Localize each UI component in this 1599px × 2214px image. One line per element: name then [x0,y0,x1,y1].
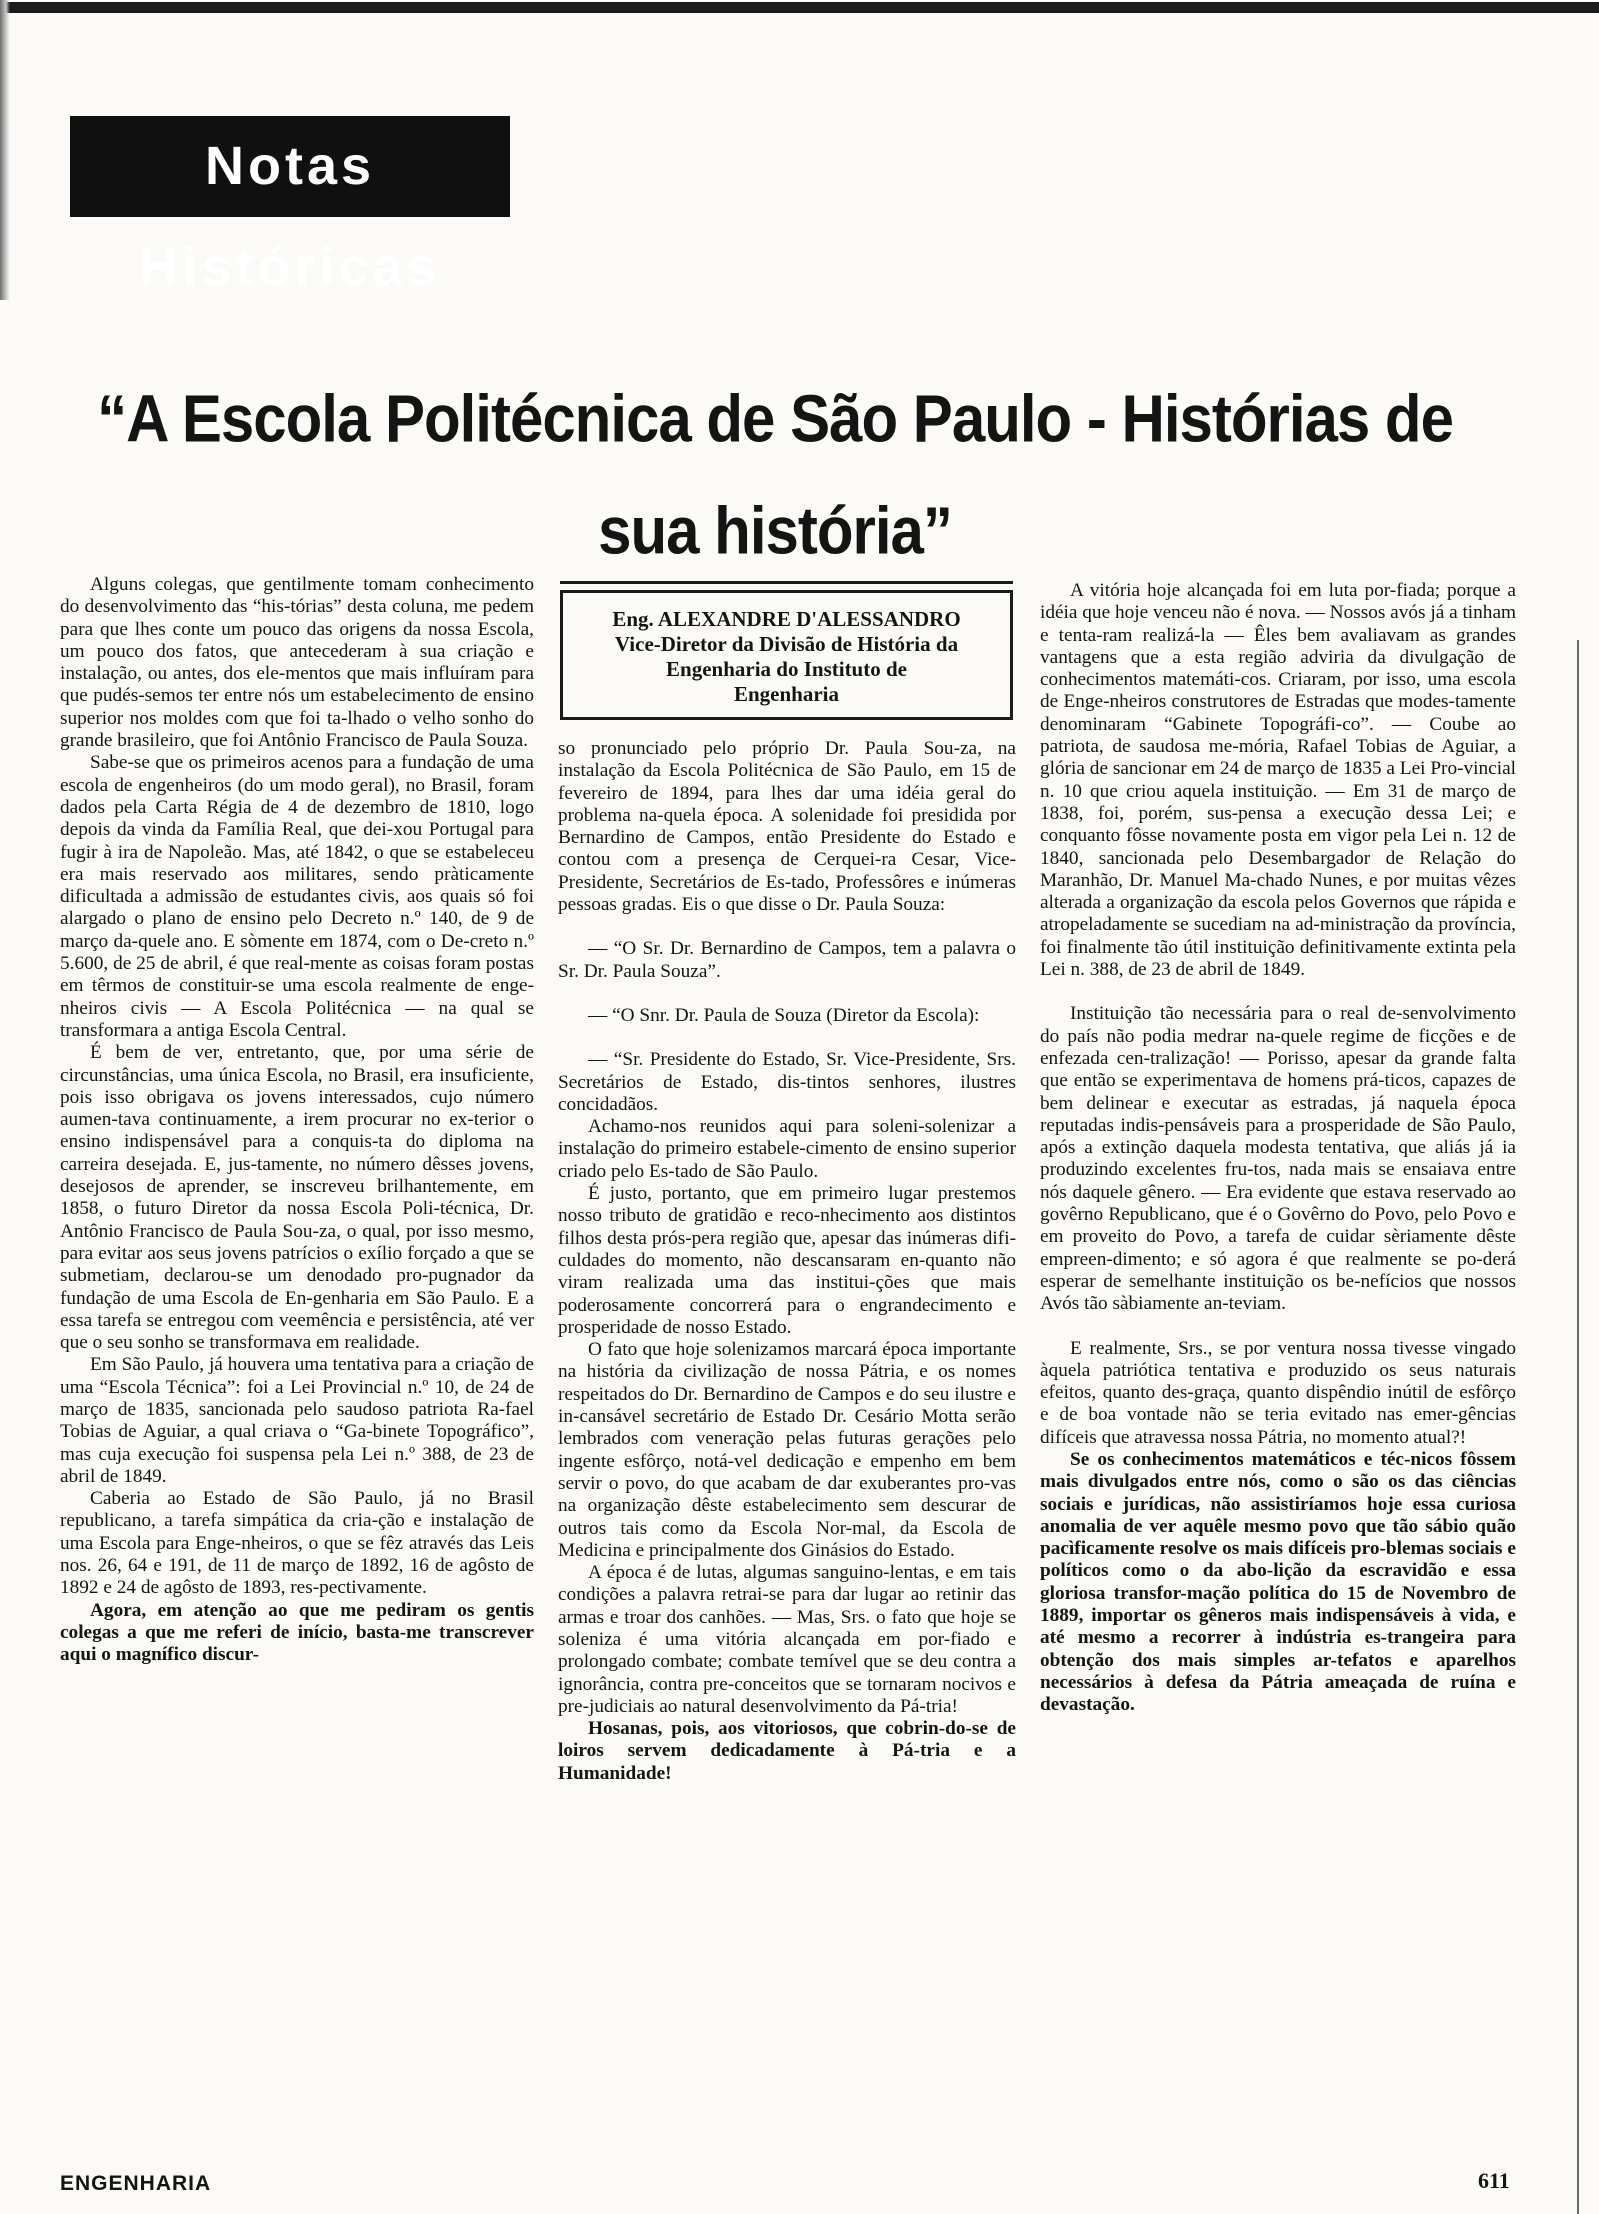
paragraph: Instituição tão necessária para o real de-senvolvimento do país não podia medrar na-quele regime de ficções e de enfezada cen-tralização! — Porisso, apesar da grande falta que então se experimentava de homens prá-ticos, capazes de bem delinear e executar as estradas, já naquela época reputadas indis-pensáveis para a prosperidade de São Paulo, após a extinção daquela modesta tentativa, que aliás já ia produzindo excelentes fru-tos, nada mais se ensaiava entre nós daquele gênero. — Era evidente que estava reservado ao govêrno Republicano, que é o Govêrno do Povo, pelo Povo e em proveito do Povo, a tarefa de cuidar sèriamente dêste empreen-dimento; e só agora é que realmente se po-derá esperar de semelhante instituição os be-nefícios que nossos Avós tão sàbiamente an-teviam. [1040,1003,1516,1315]
paragraph: Se os conhecimentos matemáticos e téc-nicos fôssem mais divulgados entre nós, como o são os das ciências sociais e jurídicas, não assistiríamos hoje essa curiosa anomalia de ver aquêle mesmo povo que tão sábio quão pacìficamente resolve os mais difíceis pro-blemas sociais e políticos como o da abo-lição da escravidão e essa gloriosa transfor-mação política do 15 de Novembro de 1889, importar os gêneros mais indispensáveis à vida, e até mesmo a recorrer à indústria es-trangeira para obtenção dos mais simples ar-tefatos e aparelhos necessários à defesa da Pátria ameaçada de ruína e devastação. [1040,1448,1516,1716]
paragraph: Agora, em atenção ao que me pediram os gentis colegas a que me referi de início, basta-me transcrever aqui o magnífico discur- [60,1599,534,1666]
paragraph: A época é de lutas, algumas sanguino-lentas, e em tais condições a palavra retrai-se para dar lugar ao retinir das armas e troar dos canhões. — Mas, Srs. o fato que hoje se soleniza é uma vitória alcançada em por-fiado e prolongado combate; combate temível que se deu contra a ignorância, contra pre-conceitos que se tornaram nocivos e pre-judiciais ao natural desenvolvimento da Pá-tria! [558,1562,1016,1717]
top-rule [0,2,1599,13]
scan-edge-right [1575,640,1599,2214]
article-headline: “A Escola Politécnica de São Paulo - Histórias de sua história” [97,380,1453,568]
magazine-name: ENGENHARIA [60,2172,212,2195]
paragraph: É justo, portanto, que em primeiro lugar prestemos nosso tributo de gratidão e reco-nhecimento aos distintos filhos desta prós-pera região que, apesar das inúmeras difi-culdades do momento, não descansaram en-quanto não viram realizada uma das institui-ções que mais poderosamente concorrerá para o engrandecimento e prosperidade de nosso Estado. [558,1183,1016,1338]
paragraph: Caberia ao Estado de São Paulo, já no Brasil republicano, a tarefa simpática da cria-ção e instalação de uma Escola para Enge-nheiros, o que se fêz através das Leis nos. 26, 64 e 191, de 11 de março de 1892, 16 de agôsto de 1892 e 24 de agôsto de 1893, res-pectivamente. [60,1488,534,1599]
author-role: Vice-Diretor da Divisão de História da [614,632,959,656]
paragraph: E realmente, Srs., se por ventura nossa tivesse vingado àquela patriótica tentativa e produzido os seus naturais efeitos, quanto des-graça, quanto dispêndio inútil de esfôrço e de boa vontade não se teria evitado nas emer-gências difíceis que atravessa nossa Pátria, no momento atual?! [1040,1337,1516,1448]
author-role: Engenharia [733,682,840,706]
paragraph: Hosanas, pois, aos vitoriosos, que cobrin-do-se de loiros servem dedicadamente à Pá-tria e a Humanidade! [558,1718,1016,1784]
paragraph: Alguns colegas, que gentilmente tomam conhecimento do desenvolvimento das “his-tórias” desta coluna, me pedem para que lhes conte um pouco das origens da nossa Escola, um pouco dos fatos, que antecederam à sua criação e instalação, ou antes, dos ele-mentos que mais influíram para que pudés-semos ter entre nós um estabelecimento de ensino superior nos moldes com que foi ta-lhado o velho sonho do grande brasileiro, que foi Antônio Francisco de Paula Souza. [60,574,534,752]
scan-edge-left [0,0,10,300]
paragraph: Em São Paulo, já houvera uma tentativa para a criação de uma “Escola Técnica”: foi a Lei Provincial n.º 10, de 24 de março de 1835, sancionada pelo saudoso patriota Ra-fael Tobias de Aguiar, a qual criava o “Ga-binete Topográfico”, mas cuja execução foi suspensa pela Lei n.º 388, de 23 de abril de 1849. [60,1354,534,1487]
page-number: 611 [1478,2168,1510,2193]
article-column-middle [558,738,1016,1785]
author-role: Engenharia do Instituto de [666,657,907,681]
paragraph: Sabe-se que os primeiros acenos para a fundação de uma escola de engenheiros (do um modo geral), no Brasil, foram dados pela Carta Régia de 4 de dezembro de 1810, logo depois da vinda da Família Real, que dei-xou Portugal para fugir à ira de Napoleão. Mas, até 1842, o que se estabeleceu era mais reservado aos militares, sendo pràticamente dificultada a admissão de estudantes civis, aos quais só foi alargado o plano de ensino pelo Decreto n.º 140, de 9 de março da-quele ano. E sòmente em 1874, com o De-creto n.º 5.600, de 25 de abril, é que real-mente as coisas foram postas em têrmos de constituir-se uma escola realmente de enge-nheiros civis — A Escola Politécnica — na qual se transformara a antiga Escola Central. [60,752,534,1041]
paragraph: — “O Sr. Dr. Bernardino de Campos, tem a palavra o Sr. Dr. Paula Souza”. [558,938,1016,982]
article-column-right [1040,580,1516,1717]
paragraph: O fato que hoje solenizamos marcará época importante na história da civilização de nossa Pátria, e os nomes respeitados do Dr. Bernardino de Campos e do seu ilustre e in-cansável secretário de Estado Dr. Cesário Motta serão lembrados com veneração pelas futuras gerações pelo ingente esfôrço, notá-vel dedicação e empenho em bem servir o povo, do que acabam de dar exuberantes pro-vas na organização dêste estabelecimento sem descurar de outros tais como da Escola Nor-mal, da Escola de Medicina e principalmente dos Ginásios do Estado. [558,1339,1016,1561]
section-title: Notas Históricas [70,116,510,217]
paragraph: — “O Snr. Dr. Paula de Souza (Diretor da Escola): [588,1004,980,1026]
paragraph: Achamo-nos reunidos aqui para soleni-solenizar a instalação do primeiro estabele-cimento de ensino superior criado pelo Es-tado de São Paulo. [558,1116,1016,1182]
article-column-left [60,574,534,1667]
paragraph: so pronunciado pelo próprio Dr. Paula Sou-za, na instalação da Escola Politécnica de São Paulo, em 15 de fevereiro de 1894, para lhes dar uma idéia geral do problema na-quela época. A solenidade foi presidida por Bernardino de Campos, então Presidente do Estado e contou com a presença de Cerquei-ra Cesar, Vice-Presidente, Secretários de Es-tado, Professôres e inúmeras pessoas gradas. Eis o que disse o Dr. Paula Souza: [558,738,1016,916]
author-box [560,590,1013,720]
paragraph: A vitória hoje alcançada foi em luta por-fiada; porque a idéia que hoje venceu não é nova. — Nossos avós já a tinham e tenta-ram realizá-la — Êles bem avaliavam as grandes vantagens que a esta região adviria da divulgação de conhecimentos matemáti-cos. Criaram, por isso, uma escola de Enge-nheiros construtores de Estradas que modes-tamente denominaram “Gabinete Topográfi-co”. — Coube ao patriota, de saudosa me-mória, Rafael Tobias de Aguiar, a glória de sancionar em 24 de março de 1835 a Lei Pro-vincial n. 10 que criou aquela instituição. — Em 31 de março de 1838, foi, porém, sus-pensa a execução dessa Lei; e conquanto fôsse novamente posta em vigor pela Lei n. 12 de 1840, sancionada pelo Desembargador de Relação do Maranhão, Dr. Manuel Ma-chado Nunes, e por muitas vêzes alterada a organização da escola pelos Governos que rápida e atropeladamente se sucediam na ad-ministração da província, foi finalmente tão útil instituição definitivamente extinta pela Lei n. 388, de 23 de abril de 1849. [1040,580,1517,981]
paragraph: É bem de ver, entretanto, que, por uma série de circunstâncias, uma única Escola, no Brasil, era insuficiente, pois isso obrigava os jovens interessados, cujo número aumen-tava continuamente, a irem procurar no ex-terior o ensino indispensável para a conquis-ta do diploma na carreira desejada. E, jus-tamente, no número dêsses jovens, desejosos de aprender, se inscreveu brilhantemente, em 1858, o futuro Diretor da nossa Escola Poli-técnica, Dr. Antônio Francisco de Paula Sou-za, o qual, por isso mesmo, para evitar aos seus jovens patrícios o exílio forçado a que se submetiam, declarou-se um denodado pro-pugnador da fundação de uma Escola de En-genharia em São Paulo. E a essa tarefa se entregou com veemência e persistência, até ver que o seu sonho se transformava em realidade. [60,1042,534,1354]
paragraph: — “Sr. Presidente do Estado, Sr. Vice-Presidente, Srs. Secretários de Estado, dis-tintos senhores, ilustres concidadãos. [558,1049,1016,1115]
author-name: Eng. ALEXANDRE D'ALESSANDRO [612,607,961,631]
